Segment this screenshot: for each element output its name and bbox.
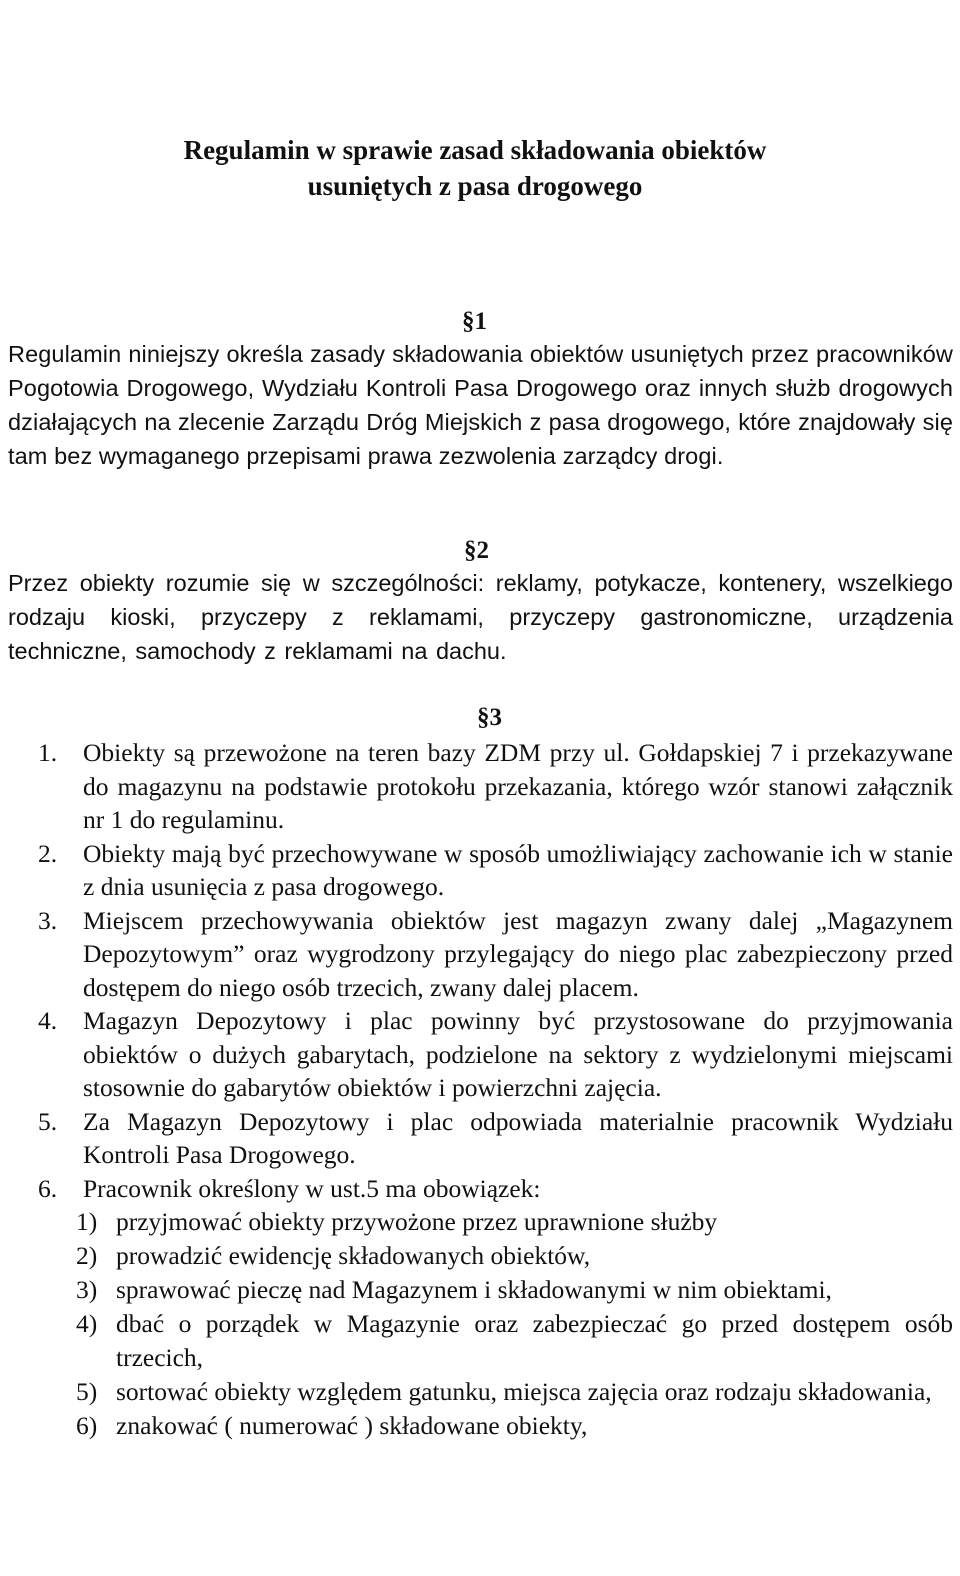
section-1-text: Regulamin niniejszy określa zasady składowania obiektów usuniętych przez pracowników Pogotowia Drogowego, Wydziału Kontroli Pasa Drogowego oraz innych służb drogowych działających na zlecenie Zarządu Dróg Miejskich z pasa drogowego, które znajdowały się tam bez wymaganego przepisami prawa zezwolenia zarządcy drogi. [8,341,953,469]
sublist-item-text: sortować obiekty względem gatunku, miejsca zajęcia oraz rodzaju składowania, [116,1377,932,1406]
list-item [38,1004,953,1105]
sublist-item-text: sprawować pieczę nad Magazynem i składowanymi w nim obiektami, [116,1275,832,1304]
sublist-item-number: 4) [76,1309,98,1338]
list-item-number: 5. [38,1106,58,1136]
list-item [38,736,953,837]
sublist-item-number: 1) [76,1207,98,1236]
title-line-2: usuniętych z pasa drogowego [307,171,643,201]
list-item-number: 1. [38,738,58,767]
sublist-item-text: dbać o porządek w Magazynie oraz zabezpieczać go przed dostępem osób trzecich, [116,1309,953,1372]
list-item-number: 4. [38,1006,58,1035]
sublist-item-text: znakować ( numerować ) składowane obiekty, [116,1411,588,1440]
sublist-item-number: 2) [76,1241,98,1270]
sublist-item-text: przyjmować obiekty przywożone przez uprawnione służby [116,1207,718,1236]
sublist-item [38,1205,953,1239]
sublist-item [38,1307,953,1375]
document-title [0,132,950,204]
list-item [38,837,953,904]
duties-sublist [38,1205,953,1443]
sublist-item-text: prowadzić ewidencję składowanych obiektów, [116,1241,591,1270]
list-item-text: Obiekty są przewożone na teren bazy ZDM przy ul. Gołdapskiej 7 i przekazywane do magazynu na podstawie protokołu przekazania, którego wzór stanowi załącznik nr 1 do regulaminu. [83,738,953,834]
sublist-item-number: 3) [76,1275,98,1304]
list-item-text: Obiekty mają być przechowywane w sposób umożliwiający zachowanie ich w stanie z dnia usunięcia z pasa drogowego. [83,838,953,901]
list-item-text: Pracownik określony w ust.5 ma obowiązek: [83,1173,541,1203]
sublist-item [38,1409,953,1443]
section-3-list [38,736,953,1443]
title-line-1: Regulamin w sprawie zasad składowania obiektów [183,135,767,165]
section-mark-3: §3 [477,704,502,731]
sublist-item [38,1375,953,1409]
list-item [38,1105,953,1172]
section-mark-1: §1 [462,308,487,335]
sublist-item [38,1239,953,1273]
list-item-text: Miejscem przechowywania obiektów jest magazyn zwany dalej „Magazynem Depozytowym” oraz wygrodzony przylegający do niego plac zabezpieczony przed dostępem do niego osób trzecich, zwany dalej placem. [83,905,953,1002]
list-item-number: 6. [38,1173,58,1203]
list-item-number: 3. [38,905,58,935]
list-item [38,904,953,1005]
sublist-item-number: 5) [76,1377,98,1406]
list-item-number: 2. [38,838,58,868]
list-item-text: Magazyn Depozytowy i plac powinny być przystosowane do przyjmowania obiektów o dużych gabarytach, podzielone na sektory z wydzielonymi miejscami stosownie do gabarytów obiektów i powierzchni zajęcia. [83,1006,953,1102]
section-mark-2: §2 [464,537,489,564]
list-item-text: Za Magazyn Depozytowy i plac odpowiada materialnie pracownik Wydziału Kontroli Pasa Drogowego. [83,1106,953,1169]
sublist-item [38,1273,953,1307]
list-item [38,1172,953,1444]
section-2-text: Przez obiekty rozumie się w szczególności: reklamy, potykacze, kontenery, wszelkiego rodzaju kioski, przyczepy z reklamami, przyczepy gastronomiczne, urządzenia techniczne, samochody z reklamami na dachu. [8,570,953,664]
sublist-item-number: 6) [76,1411,98,1440]
